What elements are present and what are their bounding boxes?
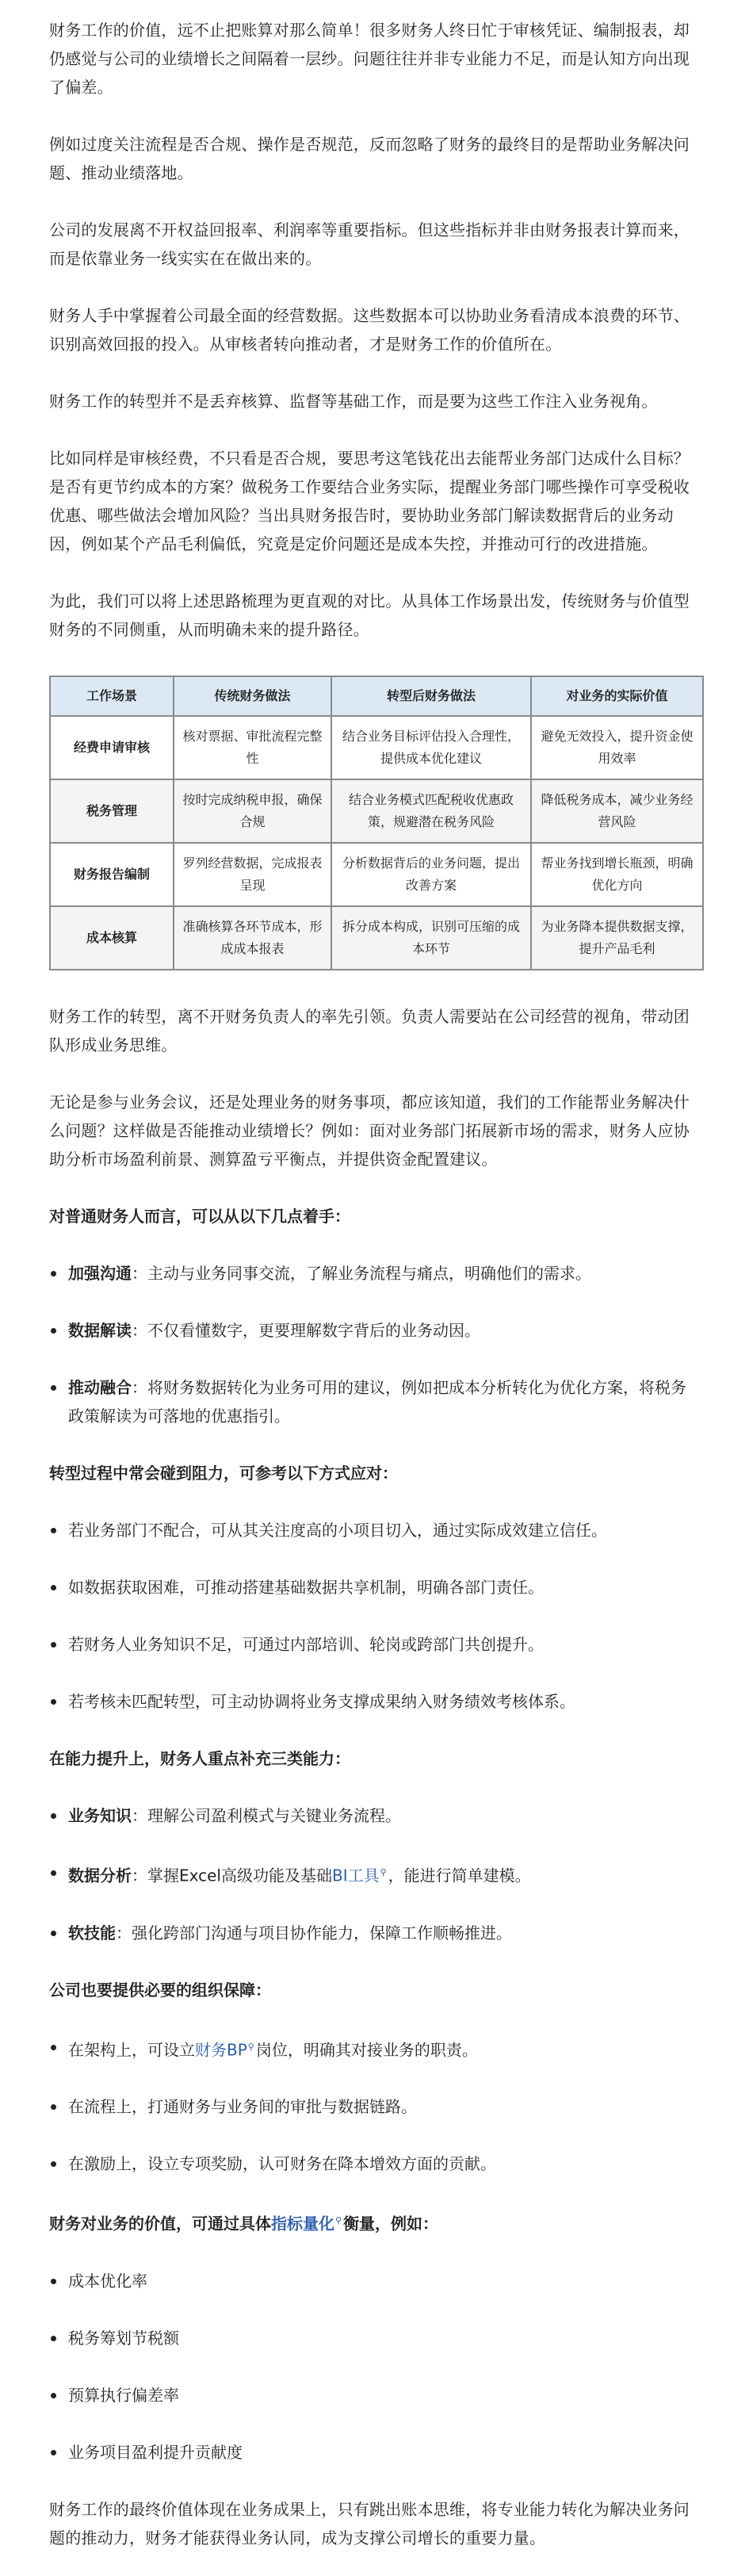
table-cell: 罗列经营数据，完成报表呈现: [174, 843, 331, 906]
search-link-icon[interactable]: ⚲: [335, 2215, 342, 2226]
paragraph: 财务工作的转型，离不开财务负责人的率先引领。负责人需要站在公司经营的视角，带动团队形成业务思维。: [49, 1007, 690, 1055]
list-item-text: 在架构上，可设立: [68, 2040, 195, 2060]
table-cell-scene: 经费申请审核: [50, 716, 174, 779]
table-cell: 准确核算各环节成本，形成成本报表: [174, 906, 331, 970]
bullet-list: [49, 1801, 701, 1947]
table-header-cell: 转型后财务做法: [331, 676, 531, 716]
list-item-label: 软技能: [68, 1923, 116, 1943]
list-item: 若业务部门不配合，可从其关注度高的小项目切入，通过实际成效建立信任。: [49, 1516, 701, 1544]
table-cell: 分析数据背后的业务问题，提出改善方案: [331, 843, 531, 906]
table-row: [50, 906, 703, 970]
table-cell: 拆分成本构成，识别可压缩的成本环节: [331, 906, 531, 970]
table-row: [50, 779, 703, 843]
section-heading: 在能力提升上，财务人重点补充三类能力：: [49, 1749, 350, 1768]
list-item: 预算执行偏差率: [49, 2381, 701, 2409]
table-cell-scene: 税务管理: [50, 779, 174, 843]
bi-tools-link[interactable]: BI工具: [331, 1866, 380, 1885]
list-item: [49, 2033, 701, 2065]
list-item: 税务筹划节税额: [49, 2324, 701, 2352]
table-cell: 为业务降本提供数据支撑，提升产品毛利: [531, 906, 703, 970]
list-item-text: ，能进行简单建模。: [388, 1866, 531, 1885]
heading-text: 衡量，例如：: [343, 2214, 439, 2233]
paragraph: 财务工作的价值，远不止把账算对那么简单！很多财务人终日忙于审核凭证、编制报表，却仍感觉与公司的业绩增长之间隔着一层纱。问题往往并非专业能力不足，而是认知方向出现了偏差。: [49, 21, 690, 97]
section-heading: 对普通财务人而言，可以从以下几点着手：: [49, 1207, 350, 1226]
list-item: 若考核未匹配转型，可主动协调将业务支撑成果纳入财务绩效考核体系。: [49, 1687, 701, 1716]
paragraph: 为此，我们可以将上述思路梳理为更直观的对比。从具体工作场景出发，传统财务与价值型财务的不同侧重，从而明确未来的提升路径。: [49, 591, 690, 639]
paragraph: 财务工作的转型并不是丢弃核算、监督等基础工作，而是要为这些工作注入业务视角。: [49, 392, 658, 411]
list-item-text: ：主动与业务同事交流，了解业务流程与痛点，明确他们的需求。: [132, 1264, 591, 1283]
search-link-icon[interactable]: ⚲: [247, 2041, 254, 2052]
section-heading: 转型过程中常会碰到阻力，可参考以下方式应对：: [49, 1464, 398, 1483]
table-header-cell: 工作场景: [50, 676, 174, 716]
table-cell: 结合业务目标评估投入合理性，提供成本优化建议: [331, 716, 531, 779]
list-item-text: ：掌握Excel高级功能及基础: [132, 1866, 332, 1885]
paragraph: 比如同样是审核经费，不只看是否合规，要思考这笔钱花出去能帮业务部门达成什么目标？是否有更节约成本的方案？做税务工作要结合业务实际，提醒业务部门哪些操作可享受税收优惠、哪些做法会增加风险？当出具财务报告时，要协助业务部门解读数据背后的业务动因，例如某个产品毛利偏低，究竟是定价问题还是成本失控，并推动可行的改进措施。: [49, 449, 690, 553]
list-item: [49, 1858, 701, 1890]
list-item-text: 岗位，明确其对接业务的职责。: [255, 2040, 478, 2060]
bullet-list: [49, 2267, 701, 2467]
list-item: [49, 1919, 701, 1947]
section-heading: 公司也要提供必要的组织保障：: [49, 1980, 271, 2000]
table-cell-scene: 财务报告编制: [50, 843, 174, 906]
finance-bp-link[interactable]: 财务BP: [195, 2040, 247, 2060]
list-item-label: 数据解读: [68, 1321, 132, 1340]
list-item: 在激励上，设立专项奖励，认可财务在降本增效方面的贡献。: [49, 2149, 701, 2178]
paragraph: 公司的发展离不开权益回报率、利润率等重要指标。但这些指标并非由财务报表计算而来，而是依靠业务一线实实在在做出来的。: [49, 220, 690, 268]
list-item: 在流程上，打通财务与业务间的审批与数据链路。: [49, 2092, 701, 2121]
table-cell: 帮业务找到增长瓶颈，明确优化方向: [531, 843, 703, 906]
paragraph: 财务工作的最终价值体现在业务成果上，只有跳出账本思维，将专业能力转化为解决业务问题的推动力，财务才能获得业务认同，成为支撑公司增长的重要力量。: [49, 2499, 690, 2547]
list-item: [49, 1316, 701, 1345]
heading-text: 财务对业务的价值，可通过具体: [49, 2214, 271, 2233]
bullet-list: [49, 1259, 701, 1430]
list-item-text: ：强化跨部门沟通与项目协作能力，保障工作顺畅推进。: [116, 1923, 512, 1943]
paragraph: 无论是参与业务会议，还是处理业务的财务事项，都应该知道，我们的工作能帮业务解决什么问题？这样做是否能推动业绩增长？例如：面对业务部门拓展新市场的需求，财务人应协助分析市场盈利前景、测算盈亏平衡点，并提供资金配置建议。: [49, 1093, 690, 1169]
comparison-table: [49, 676, 704, 970]
table-row: [50, 843, 703, 906]
table-cell: 核对票据、审批流程完整性: [174, 716, 331, 779]
list-item: [49, 1373, 701, 1430]
list-item: 若财务人业务知识不足，可通过内部培训、轮岗或跨部门共创提升。: [49, 1630, 701, 1659]
bullet-list: [49, 1516, 701, 1716]
table-header-cell: 对业务的实际价值: [531, 676, 703, 716]
table-cell: 按时完成纳税申报，确保合规: [174, 779, 331, 843]
list-item-text: ：将财务数据转化为业务可用的建议，例如把成本分析转化为优化方案，将税务政策解读为可落地的优惠指引。: [68, 1378, 686, 1426]
list-item: 业务项目盈利提升贡献度: [49, 2438, 701, 2467]
list-item: [49, 1801, 701, 1830]
list-item-label: 业务知识: [68, 1806, 132, 1825]
metric-quantification-link[interactable]: 指标量化: [271, 2214, 334, 2233]
list-item: 成本优化率: [49, 2267, 701, 2295]
list-item-text: ：理解公司盈利模式与关键业务流程。: [132, 1806, 401, 1825]
table-cell-scene: 成本核算: [50, 906, 174, 970]
search-link-icon[interactable]: ⚲: [380, 1867, 387, 1877]
list-item-label: 加强沟通: [68, 1264, 132, 1283]
table-cell: 结合业务模式匹配税收优惠政策，规避潜在税务风险: [331, 779, 531, 843]
table-cell: 避免无效投入，提升资金使用效率: [531, 716, 703, 779]
bullet-list: [49, 2033, 701, 2179]
paragraph: 财务人手中掌握着公司最全面的经营数据。这些数据本可以协助业务看清成本浪费的环节、识别高效回报的投入。从审核者转向推动者，才是财务工作的价值所在。: [49, 306, 690, 354]
table-cell: 降低税务成本，减少业务经营风险: [531, 779, 703, 843]
paragraph: 例如过度关注流程是否合规、操作是否规范，反而忽略了财务的最终目的是帮助业务解决问题、推动业绩落地。: [49, 135, 690, 182]
list-item: 如数据获取困难，可推动搭建基础数据共享机制，明确各部门责任。: [49, 1573, 701, 1602]
list-item-label: 数据分析: [68, 1866, 132, 1885]
table-header-cell: 传统财务做法: [174, 676, 331, 716]
list-item: [49, 1259, 701, 1288]
table-row: [50, 716, 703, 779]
table-header-row: [50, 676, 703, 716]
list-item-label: 推动融合: [68, 1378, 132, 1397]
section-heading: [49, 2207, 701, 2238]
list-item-text: ：不仅看懂数字，更要理解数字背后的业务动因。: [132, 1321, 480, 1340]
